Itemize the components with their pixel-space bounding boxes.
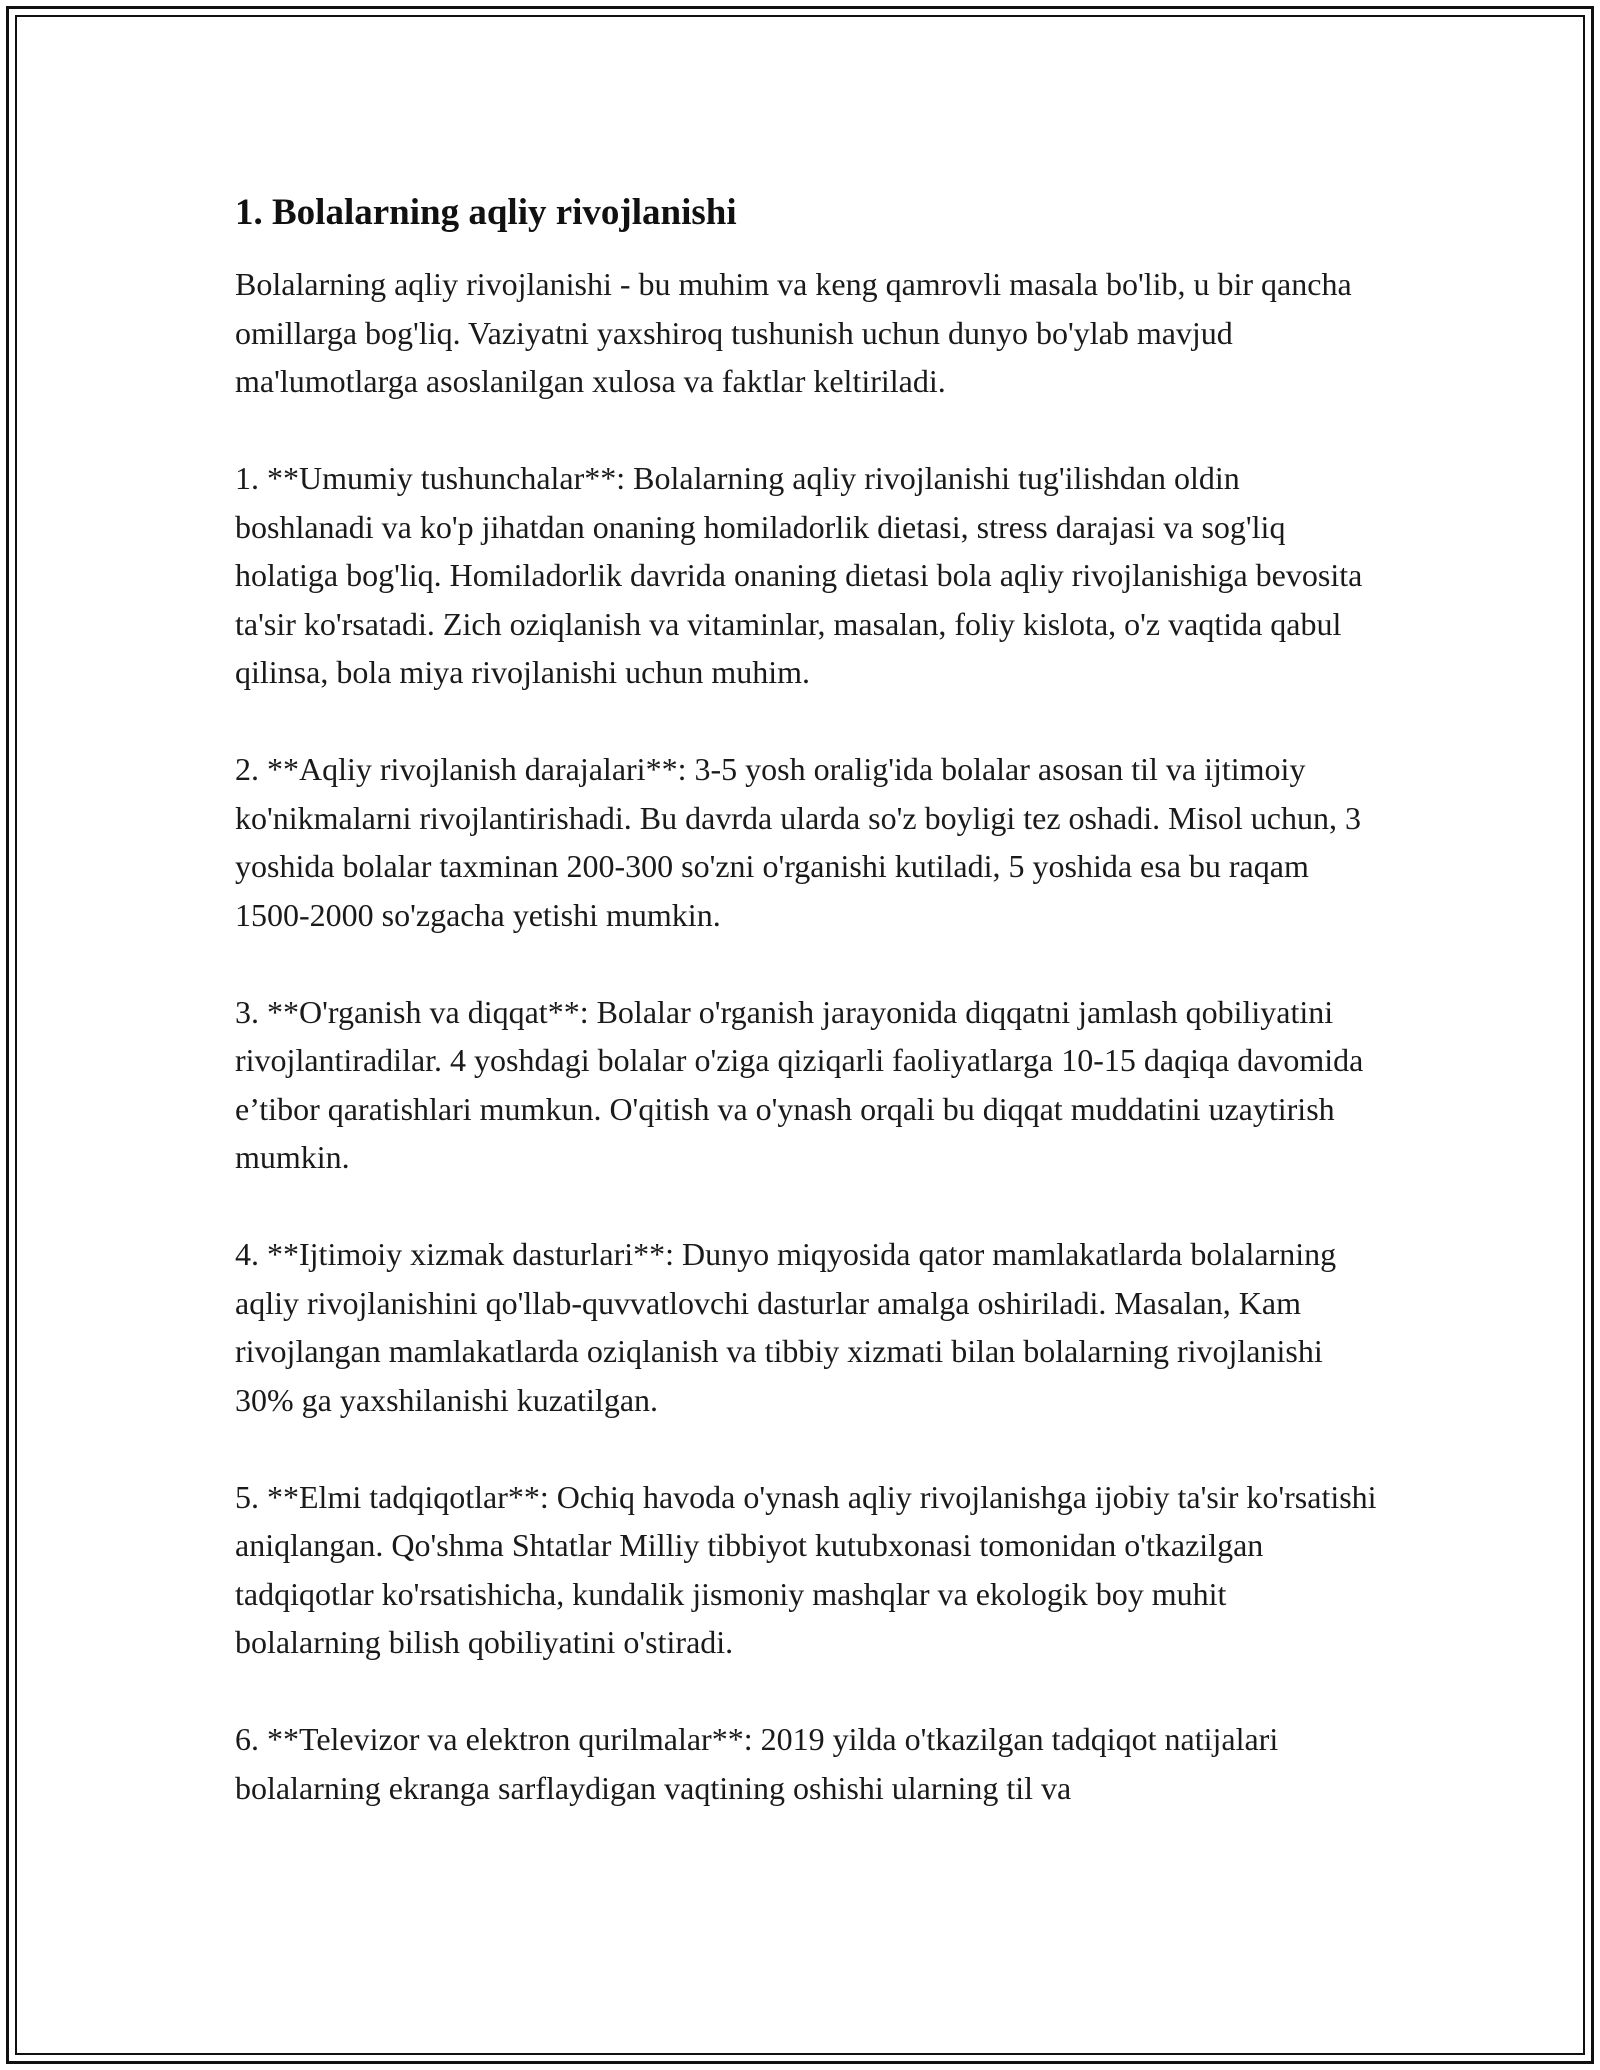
paragraph-social-programs: 4. **Ijtimoiy xizmak dasturlari**: Dunyo miqyosida qator mamlakatlarda bolalarning aqliy rivojlanishini qo'llab-quvvatlovchi dasturlar amalga oshiriladi. Masalan, Kam rivojlangan mamlakatlarda oziqlanish va tibbiy xizmati bilan bolalarning rivojlanishi 30% ga yaxshilanishi kuzatilgan.: [235, 1236, 1337, 1418]
paragraph-development-levels: 2. **Aqliy rivojlanish darajalari**: 3-5 yosh oralig'ida bolalar asosan til va ijtimoiy ko'nikmalarni rivojlantirishadi. Bu davrda ularda so'z boyligi tez oshadi. Misol uchun, 3 yoshida bolalar taxminan 200-300 so'zni o'rganishi kutiladi, 5 yoshida esa bu raqam 1500-2000 so'zgacha yetishi mumkin.: [235, 751, 1361, 933]
intro-paragraph: Bolalarning aqliy rivojlanishi - bu muhim va keng qamrovli masala bo'lib, u bir qancha omillarga bog'liq. Vaziyatni yaxshiroq tushunish uchun dunyo bo'ylab mavjud ma'lumotlarga asoslanilgan xulosa va faktlar keltiriladi.: [235, 266, 1352, 399]
document-body: [235, 188, 1380, 1861]
section-heading: 1. Bolalarning aqliy rivojlanishi: [235, 192, 737, 233]
paragraph-general-concepts: 1. **Umumiy tushunchalar**: Bolalarning aqliy rivojlanishi tug'ilishdan oldin boshlanadi va ko'p jihatdan onaning homiladorlik dietasi, stress darajasi va sog'liq holatiga bog'liq. Homiladorlik davrida onaning dietasi bola aqliy rivojlanishiga bevosita ta'sir ko'rsatadi. Zich oziqlanish va vitaminlar, masalan, foliy kislota, o'z vaqtida qabul qilinsa, bola miya rivojlanishi uchun muhim.: [235, 460, 1363, 690]
paragraph-learning-attention: 3. **O'rganish va diqqat**: Bolalar o'rganish jarayonida diqqatni jamlash qobiliyatini rivojlantiradilar. 4 yoshdagi bolalar o'ziga qiziqarli faoliyatlarga 10-15 daqiqa davomida e’tibor qaratishlari mumkun. O'qitish va o'ynash orqali bu diqqat muddatini uzaytirish mumkin.: [235, 993, 1364, 1175]
paragraph-tv-devices: 6. **Televizor va elektron qurilmalar**: 2019 yilda o'tkazilgan tadqiqot natijalari bolalarning ekranga sarflaydigan vaqtining oshishi ularning til va: [235, 1721, 1279, 1806]
paragraph-scientific-research: 5. **Elmi tadqiqotlar**: Ochiq havoda o'ynash aqliy rivojlanishga ijobiy ta'sir ko'rsatishi aniqlangan. Qo'shma Shtatlar Milliy tibbiyot kutubxonasi tomonidan o'tkazilgan tadqiqotlar ko'rsatishicha, kundalik jismoniy mashqlar va ekologik boy muhit bolalarning bilish qobiliyatini o'stiradi.: [235, 1478, 1377, 1660]
